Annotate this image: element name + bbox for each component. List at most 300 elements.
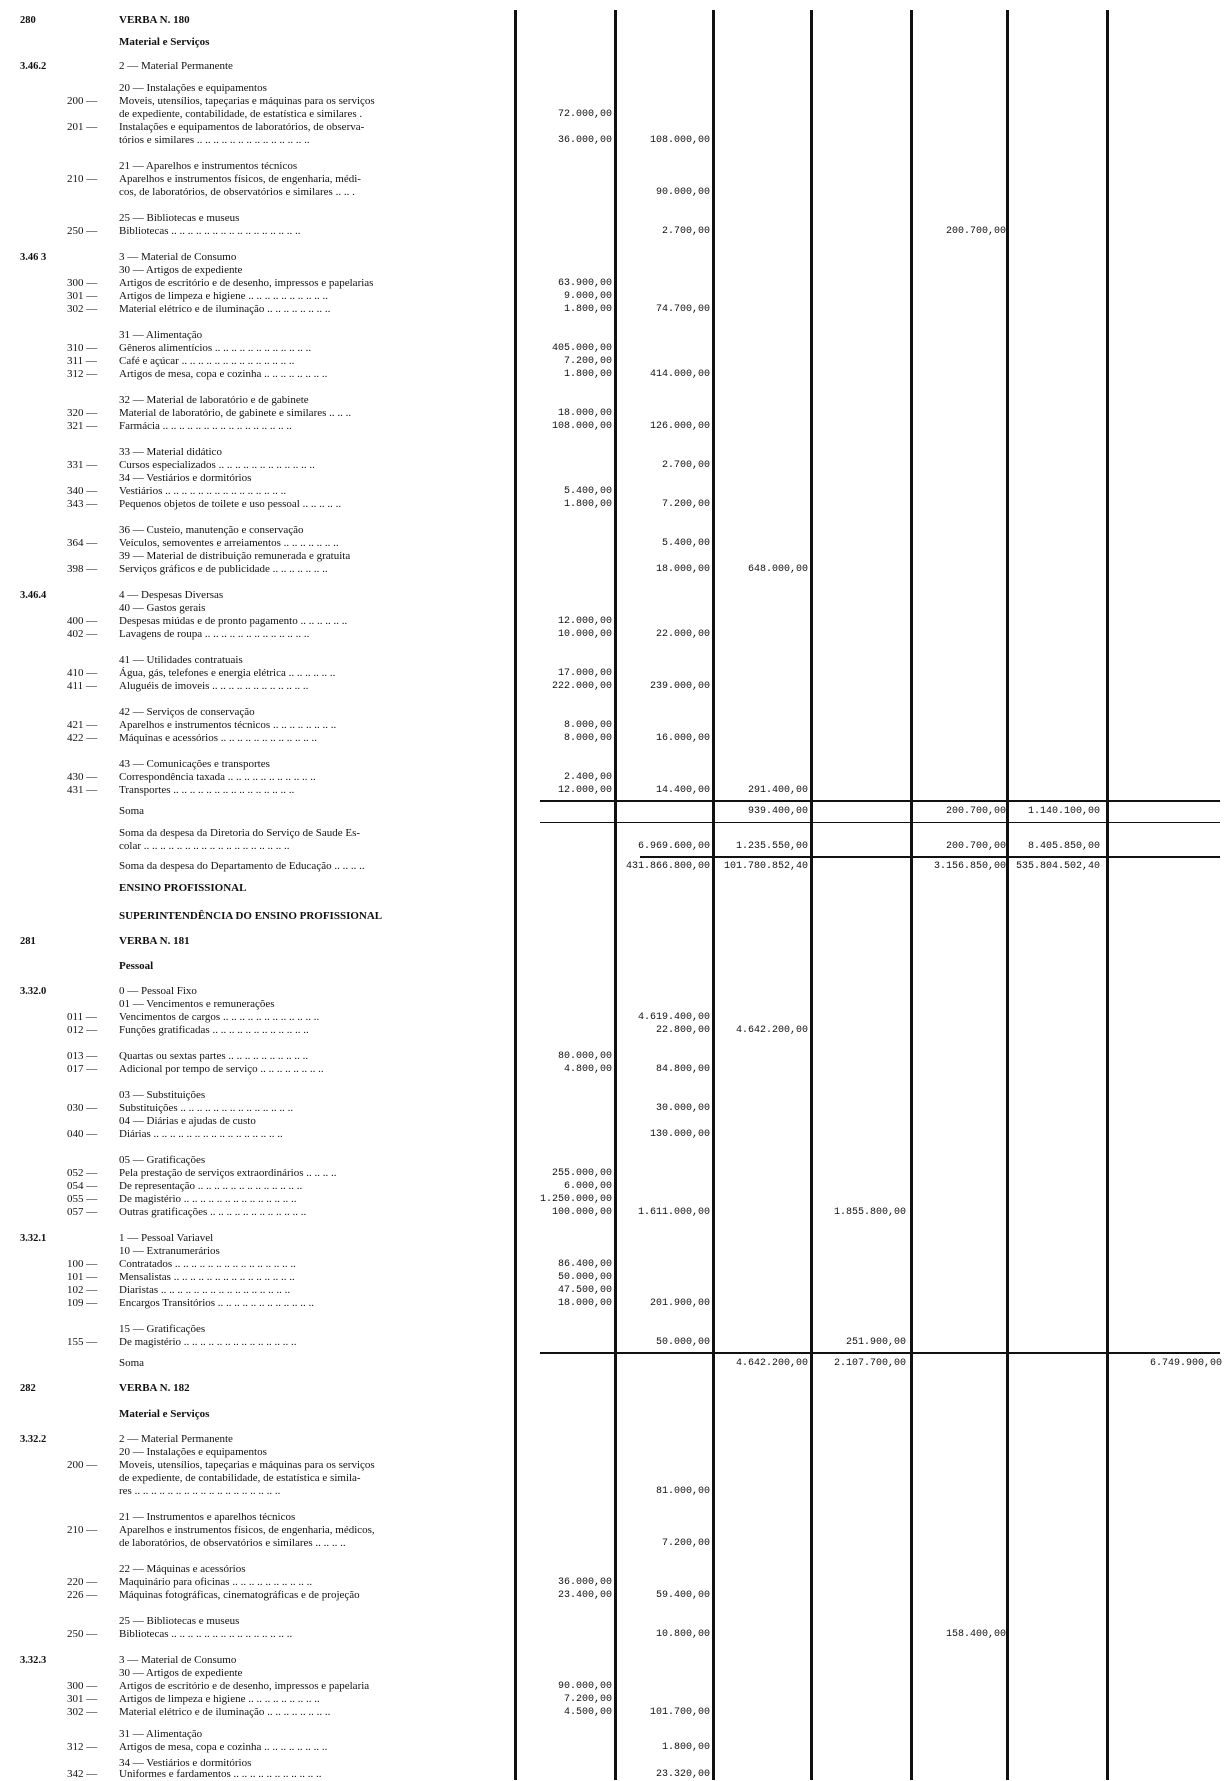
item-description: Moveis, utensílios, tapeçarias e máquinas para os serviços	[119, 95, 375, 107]
section-code: 3.46.2	[20, 61, 47, 72]
item-code: 364 —	[67, 537, 98, 549]
amount-c1: 5.400,00	[563, 486, 612, 497]
budget-line	[0, 1323, 1225, 1336]
amount-c1: 7.200,00	[563, 1694, 612, 1705]
item-description: 20 — Instalações e equipamentos	[119, 82, 267, 94]
budget-line	[0, 1063, 1225, 1076]
item-description: Uniformes e fardamentos .. .. .. .. .. .. .. .. .. .. ..	[119, 1768, 322, 1780]
item-description: 2 — Material Permanente	[119, 1433, 233, 1445]
section-code: 3.32.1	[20, 1233, 47, 1244]
item-description: VERBA N. 180	[119, 14, 190, 26]
item-description: Pela prestação de serviços extraordinários .. .. .. ..	[119, 1167, 337, 1179]
budget-line	[0, 212, 1225, 225]
item-description: Moveis, utensílios, tapeçarias e máquinas para os serviços	[119, 1459, 375, 1471]
budget-line	[0, 784, 1225, 797]
item-description: 33 — Material didático	[119, 446, 222, 458]
budget-line	[0, 805, 1225, 818]
item-code: 320 —	[67, 407, 98, 419]
amount-c4: 2.107.700,00	[833, 1358, 906, 1369]
budget-line	[0, 1024, 1225, 1037]
budget-line	[0, 1693, 1225, 1706]
item-code: 210 —	[67, 1524, 98, 1536]
section-code: 3.32.0	[20, 986, 47, 997]
amount-c2: 10.800,00	[655, 1629, 710, 1640]
item-description: Aparelhos e instrumentos técnicos .. .. .. .. .. .. .. ..	[119, 719, 337, 731]
amount-c1: 36.000,00	[557, 1577, 612, 1588]
amount-c3: 648.000,00	[747, 564, 808, 575]
budget-line	[0, 1524, 1225, 1537]
item-description: Artigos de mesa, copa e cozinha .. .. .. .. .. .. .. ..	[119, 368, 328, 380]
item-description: Mensalistas .. .. .. .. .. .. .. .. .. .. .. .. .. .. ..	[119, 1271, 295, 1283]
item-description: Vestiários .. .. .. .. .. .. .. .. .. .. .. .. .. .. ..	[119, 485, 287, 497]
item-description: Artigos de limpeza e higiene .. .. .. .. .. .. .. .. ..	[119, 1693, 320, 1705]
amount-c5: 200.700,00	[945, 841, 1006, 852]
amount-c2: 2.700,00	[661, 460, 710, 471]
amount-c1: 4.500,00	[563, 1707, 612, 1718]
amount-c7: 6.749.900,00	[1149, 1358, 1222, 1369]
item-code: 400 —	[67, 615, 98, 627]
amount-c2: 201.900,00	[649, 1298, 710, 1309]
item-description: 21 — Instrumentos e aparelhos técnicos	[119, 1511, 296, 1523]
amount-c1: 72.000,00	[557, 109, 612, 120]
item-code: 310 —	[67, 342, 98, 354]
item-code: 402 —	[67, 628, 98, 640]
item-description: 3 — Material de Consumo	[119, 1654, 237, 1666]
item-code: 342 —	[67, 1768, 98, 1780]
amount-c6: 1.140.100,00	[1027, 806, 1100, 817]
item-description: Instalações e equipamentos de laboratórios, de observa-	[119, 121, 365, 133]
item-code: 012 —	[67, 1024, 98, 1036]
item-description: Contratados .. .. .. .. .. .. .. .. .. .. .. .. .. .. ..	[119, 1258, 296, 1270]
item-code: 331 —	[67, 459, 98, 471]
item-description: Soma	[119, 805, 145, 817]
item-description: 2 — Material Permanente	[119, 60, 233, 72]
item-description: Funções gratificadas .. .. .. .. .. .. .. .. .. .. .. ..	[119, 1024, 309, 1036]
amount-c1: 222.000,00	[551, 681, 612, 692]
budget-line	[0, 1050, 1225, 1063]
item-description: De representação .. .. .. .. .. .. .. .. .. .. .. .. ..	[119, 1180, 303, 1192]
budget-line	[0, 998, 1225, 1011]
item-description: 21 — Aparelhos e instrumentos técnicos	[119, 160, 298, 172]
item-description: 43 — Comunicações e transportes	[119, 758, 270, 770]
item-description: 4 — Despesas Diversas	[119, 589, 224, 601]
budget-line	[0, 654, 1225, 667]
budget-line	[0, 1472, 1225, 1485]
item-description: 25 — Bibliotecas e museus	[119, 1615, 240, 1627]
item-code: 200 —	[67, 95, 98, 107]
item-code: 411 —	[67, 680, 97, 692]
item-description: Substituições .. .. .. .. .. .. .. .. .. .. .. .. .. ..	[119, 1102, 294, 1114]
item-description: Quartas ou sextas partes .. .. .. .. .. .. .. .. .. ..	[119, 1050, 309, 1062]
item-description: Aparelhos e instrumentos físicos, de engenharia, médi-	[119, 173, 361, 185]
budget-line	[0, 1485, 1225, 1498]
amount-c2: 84.800,00	[655, 1064, 710, 1075]
amount-c2: 50.000,00	[655, 1337, 710, 1348]
item-description: Diárias .. .. .. .. .. .. .. .. .. .. .. .. .. .. .. ..	[119, 1128, 283, 1140]
budget-line	[0, 160, 1225, 173]
item-description: Maquinário para oficinas .. .. .. .. .. .. .. .. .. ..	[119, 1576, 313, 1588]
budget-line	[0, 1336, 1225, 1349]
amount-c1: 7.200,00	[563, 356, 612, 367]
budget-line	[0, 60, 1225, 73]
amount-c2: 22.000,00	[655, 629, 710, 640]
budget-line	[0, 827, 1225, 840]
amount-c1: 255.000,00	[551, 1168, 612, 1179]
amount-c2: 59.400,00	[655, 1590, 710, 1601]
amount-c1: 1.800,00	[563, 369, 612, 380]
budget-line	[0, 935, 1225, 948]
amount-c3: 939.400,00	[747, 806, 808, 817]
budget-line	[0, 615, 1225, 628]
item-code: 200 —	[67, 1459, 98, 1471]
section-code: 3.46 3	[20, 252, 47, 263]
item-code: 302 —	[67, 1706, 98, 1718]
item-code: 101 —	[67, 1271, 98, 1283]
amount-c1: 63.900,00	[557, 278, 612, 289]
item-description: res .. .. .. .. .. .. .. .. .. .. .. .. .. .. .. .. .. ..	[119, 1485, 281, 1497]
item-description: Soma	[119, 1357, 145, 1369]
budget-line	[0, 1245, 1225, 1258]
item-code: 301 —	[67, 290, 98, 302]
amount-c2: 414.000,00	[649, 369, 710, 380]
item-description: 01 — Vencimentos e remunerações	[119, 998, 275, 1010]
budget-line	[0, 524, 1225, 537]
item-description: cos, de laboratórios, de observatórios e similares .. .. .	[119, 186, 355, 198]
item-description: VERBA N. 182	[119, 1382, 190, 1394]
budget-line	[0, 1284, 1225, 1297]
item-description: 04 — Diárias e ajudas de custo	[119, 1115, 256, 1127]
amount-c4: 1.855.800,00	[833, 1207, 906, 1218]
section-code: 282	[20, 1383, 36, 1394]
item-code: 311 —	[67, 355, 97, 367]
budget-line	[0, 342, 1225, 355]
item-description: Material e Serviços	[119, 36, 210, 48]
amount-c2: 16.000,00	[655, 733, 710, 744]
budget-line	[0, 186, 1225, 199]
item-description: 42 — Serviços de conservação	[119, 706, 255, 718]
item-description: Artigos de mesa, copa e cozinha .. .. .. .. .. .. .. ..	[119, 1741, 328, 1753]
amount-c1: 18.000,00	[557, 1298, 612, 1309]
budget-line	[0, 36, 1225, 49]
amount-c1: 90.000,00	[557, 1681, 612, 1692]
budget-line	[0, 1193, 1225, 1206]
budget-line	[0, 1537, 1225, 1550]
amount-c2: 18.000,00	[655, 564, 710, 575]
item-code: 155 —	[67, 1336, 98, 1348]
budget-line	[0, 1115, 1225, 1128]
section-code: 3.46.4	[20, 590, 47, 601]
amount-c1: 12.000,00	[557, 616, 612, 627]
amount-c1: 47.500,00	[557, 1285, 612, 1296]
item-description: 40 — Gastos gerais	[119, 602, 206, 614]
amount-c2: 7.200,00	[661, 499, 710, 510]
amount-c1: 17.000,00	[557, 668, 612, 679]
budget-line	[0, 882, 1225, 895]
budget-line	[0, 82, 1225, 95]
budget-line	[0, 1768, 1225, 1781]
budget-line	[0, 446, 1225, 459]
item-description: 15 — Gratificações	[119, 1323, 206, 1335]
item-description: Pessoal	[119, 960, 154, 972]
item-description: 34 — Vestiários e dormitórios	[119, 1757, 252, 1769]
amount-c2: 30.000,00	[655, 1103, 710, 1114]
budget-line	[0, 960, 1225, 973]
item-description: Artigos de escritório e de desenho, impressos e papelarias	[119, 277, 374, 289]
item-code: 100 —	[67, 1258, 98, 1270]
budget-line	[0, 121, 1225, 134]
amount-c3: 4.642.200,00	[735, 1025, 808, 1036]
amount-c2: 81.000,00	[655, 1486, 710, 1497]
item-description: Material elétrico e de iluminação .. .. .. .. .. .. .. ..	[119, 1706, 331, 1718]
item-code: 055 —	[67, 1193, 98, 1205]
item-description: Vencimentos de cargos .. .. .. .. .. .. .. .. .. .. .. ..	[119, 1011, 320, 1023]
amount-c3: 101.780.852,40	[723, 861, 808, 872]
amount-c1: 108.000,00	[551, 421, 612, 432]
item-code: 300 —	[67, 1680, 98, 1692]
item-description: 3 — Material de Consumo	[119, 251, 237, 263]
budget-line	[0, 1511, 1225, 1524]
item-code: 017 —	[67, 1063, 98, 1075]
amount-c5: 3.156.850,00	[933, 861, 1006, 872]
amount-c6: 535.804.502,40	[1015, 861, 1100, 872]
item-description: Aluguéis de imoveis .. .. .. .. .. .. .. .. .. .. .. ..	[119, 680, 309, 692]
amount-c3: 4.642.200,00	[735, 1358, 808, 1369]
item-code: 102 —	[67, 1284, 98, 1296]
item-description: 30 — Artigos de expediente	[119, 264, 243, 276]
amount-c3: 291.400,00	[747, 785, 808, 796]
amount-c1: 1.800,00	[563, 499, 612, 510]
item-code: 421 —	[67, 719, 98, 731]
budget-line	[0, 1628, 1225, 1641]
budget-line	[0, 1563, 1225, 1576]
budget-line	[0, 1206, 1225, 1219]
item-description: Veículos, semoventes e arreiamentos .. .. .. .. .. .. ..	[119, 537, 339, 549]
budget-line	[0, 758, 1225, 771]
budget-line	[0, 1576, 1225, 1589]
amount-c2: 1.611.000,00	[637, 1207, 710, 1218]
item-description: Aparelhos e instrumentos físicos, de engenharia, médicos,	[119, 1524, 375, 1536]
amount-c2: 126.000,00	[649, 421, 710, 432]
item-code: 250 —	[67, 1628, 98, 1640]
budget-line	[0, 472, 1225, 485]
amount-c2: 130.000,00	[649, 1129, 710, 1140]
amount-c1: 1.800,00	[563, 304, 612, 315]
budget-line	[0, 1258, 1225, 1271]
budget-line	[0, 1728, 1225, 1741]
budget-line	[0, 1654, 1225, 1667]
item-description: Correspondência taxada .. .. .. .. .. .. .. .. .. .. ..	[119, 771, 316, 783]
budget-line	[0, 1408, 1225, 1421]
amount-c1: 4.800,00	[563, 1064, 612, 1075]
amount-c3: 1.235.550,00	[735, 841, 808, 852]
budget-line	[0, 407, 1225, 420]
item-code: 109 —	[67, 1297, 98, 1309]
budget-line	[0, 1741, 1225, 1754]
item-description: Bibliotecas .. .. .. .. .. .. .. .. .. .. .. .. .. .. ..	[119, 1628, 293, 1640]
budget-line	[0, 1102, 1225, 1115]
item-code: 030 —	[67, 1102, 98, 1114]
amount-c1: 8.000,00	[563, 733, 612, 744]
item-description: Artigos de limpeza e higiene .. .. .. .. .. .. .. .. .. ..	[119, 290, 328, 302]
item-code: 011 —	[67, 1011, 97, 1023]
budget-line	[0, 1297, 1225, 1310]
budget-line	[0, 1154, 1225, 1167]
item-description: 05 — Gratificações	[119, 1154, 206, 1166]
item-code: 340 —	[67, 485, 98, 497]
budget-line	[0, 1459, 1225, 1472]
item-description: Material e Serviços	[119, 1408, 210, 1420]
budget-line	[0, 14, 1225, 27]
item-code: 052 —	[67, 1167, 98, 1179]
item-code: 302 —	[67, 303, 98, 315]
item-description: Café e açúcar .. .. .. .. .. .. .. .. .. .. .. .. .. ..	[119, 355, 295, 367]
section-code: 281	[20, 936, 36, 947]
budget-line	[0, 680, 1225, 693]
amount-c1: 80.000,00	[557, 1051, 612, 1062]
budget-line	[0, 1706, 1225, 1719]
budget-line	[0, 840, 1225, 853]
item-description: 41 — Utilidades contratuais	[119, 654, 243, 666]
item-description: 30 — Artigos de expediente	[119, 1667, 243, 1679]
item-description: Serviços gráficos e de publicidade .. .. .. .. .. .. ..	[119, 563, 328, 575]
item-code: 300 —	[67, 277, 98, 289]
budget-line	[0, 277, 1225, 290]
budget-line	[0, 108, 1225, 121]
item-code: 057 —	[67, 1206, 98, 1218]
item-code: 410 —	[67, 667, 98, 679]
budget-line	[0, 394, 1225, 407]
amount-c2: 23.320,00	[655, 1769, 710, 1780]
item-description: Máquinas fotográficas, cinematográficas e de projeção	[119, 1589, 360, 1601]
amount-c1: 1.250.000,00	[539, 1194, 612, 1205]
item-description: Encargos Transitórios .. .. .. .. .. .. .. .. .. .. .. ..	[119, 1297, 315, 1309]
item-code: 013 —	[67, 1050, 98, 1062]
budget-line	[0, 290, 1225, 303]
item-description: Artigos de escritório e de desenho, impressos e papelaria	[119, 1680, 370, 1692]
item-description: De magistério .. .. .. .. .. .. .. .. .. .. .. .. .. ..	[119, 1193, 297, 1205]
budget-line	[0, 1357, 1225, 1370]
budget-line	[0, 1680, 1225, 1693]
budget-line	[0, 1667, 1225, 1680]
item-description: tórios e similares .. .. .. .. .. .. .. .. .. .. .. .. .. ..	[119, 134, 310, 146]
amount-c1: 86.400,00	[557, 1259, 612, 1270]
item-code: 312 —	[67, 1741, 98, 1753]
item-description: de laboratórios, de observatórios e similares .. .. .. ..	[119, 1537, 346, 1549]
amount-c1: 12.000,00	[557, 785, 612, 796]
item-description: VERBA N. 181	[119, 935, 190, 947]
budget-line	[0, 771, 1225, 784]
budget-line	[0, 173, 1225, 186]
item-description: Soma da despesa da Diretoria do Serviço de Saude Es-	[119, 827, 361, 839]
budget-line	[0, 134, 1225, 147]
item-code: 398 —	[67, 563, 98, 575]
amount-c2: 22.800,00	[655, 1025, 710, 1036]
item-code: 220 —	[67, 1576, 98, 1588]
item-code: 321 —	[67, 420, 98, 432]
budget-line	[0, 860, 1225, 873]
item-code: 343 —	[67, 498, 98, 510]
item-description: ENSINO PROFISSIONAL	[119, 882, 247, 894]
item-description: Soma da despesa do Departamento de Educação .. .. .. ..	[119, 860, 365, 872]
amount-c1: 100.000,00	[551, 1207, 612, 1218]
budget-line	[0, 303, 1225, 316]
budget-line	[0, 1232, 1225, 1245]
amount-c5: 200.700,00	[945, 806, 1006, 817]
item-description: Outras gratificações .. .. .. .. .. .. .. .. .. .. .. ..	[119, 1206, 307, 1218]
item-description: 34 — Vestiários e dormitórios	[119, 472, 252, 484]
item-code: 430 —	[67, 771, 98, 783]
item-description: colar .. .. .. .. .. .. .. .. .. .. .. .. .. .. .. .. .. ..	[119, 840, 290, 852]
item-code: 301 —	[67, 1693, 98, 1705]
budget-line	[0, 95, 1225, 108]
budget-line	[0, 355, 1225, 368]
budget-line	[0, 985, 1225, 998]
budget-line	[0, 910, 1225, 923]
item-description: Diaristas .. .. .. .. .. .. .. .. .. .. .. .. .. .. .. ..	[119, 1284, 291, 1296]
item-description: Lavagens de roupa .. .. .. .. .. .. .. .. .. .. .. .. ..	[119, 628, 310, 640]
budget-line	[0, 1271, 1225, 1284]
amount-c2: 4.619.400,00	[637, 1012, 710, 1023]
budget-line	[0, 628, 1225, 641]
item-description: 25 — Bibliotecas e museus	[119, 212, 240, 224]
budget-line	[0, 667, 1225, 680]
item-code: 054 —	[67, 1180, 98, 1192]
amount-c2: 5.400,00	[661, 538, 710, 549]
amount-c1: 10.000,00	[557, 629, 612, 640]
amount-c1: 8.000,00	[563, 720, 612, 731]
budget-line	[0, 602, 1225, 615]
amount-c1: 9.000,00	[563, 291, 612, 302]
budget-line	[0, 1446, 1225, 1459]
item-description: Transportes .. .. .. .. .. .. .. .. .. .. .. .. .. .. ..	[119, 784, 295, 796]
item-description: 36 — Custeio, manutenção e conservação	[119, 524, 304, 536]
item-description: Despesas miúdas e de pronto pagamento .. .. .. .. .. ..	[119, 615, 348, 627]
amount-c1: 405.000,00	[551, 343, 612, 354]
item-description: Cursos especializados .. .. .. .. .. .. .. .. .. .. .. ..	[119, 459, 315, 471]
amount-c2: 239.000,00	[649, 681, 710, 692]
budget-line	[0, 251, 1225, 264]
amount-c6: 8.405.850,00	[1027, 841, 1100, 852]
amount-c4: 251.900,00	[845, 1337, 906, 1348]
budget-line	[0, 1128, 1225, 1141]
budget-line	[0, 459, 1225, 472]
item-description: SUPERINTENDÊNCIA DO ENSINO PROFISSIONAL	[119, 910, 383, 922]
item-code: 210 —	[67, 173, 98, 185]
item-description: Bibliotecas .. .. .. .. .. .. .. .. .. .. .. .. .. .. .. ..	[119, 225, 301, 237]
amount-c2: 90.000,00	[655, 187, 710, 198]
amount-c2: 2.700,00	[661, 226, 710, 237]
item-description: Máquinas e acessórios .. .. .. .. .. .. .. .. .. .. .. ..	[119, 732, 317, 744]
budget-line	[0, 550, 1225, 563]
budget-line	[0, 563, 1225, 576]
budget-line	[0, 264, 1225, 277]
item-description: De magistério .. .. .. .. .. .. .. .. .. .. .. .. .. ..	[119, 1336, 297, 1348]
budget-line	[0, 537, 1225, 550]
item-code: 431 —	[67, 784, 98, 796]
section-code: 280	[20, 15, 36, 26]
amount-c2: 108.000,00	[649, 135, 710, 146]
item-description: 31 — Alimentação	[119, 1728, 203, 1740]
budget-line	[0, 706, 1225, 719]
amount-c2: 14.400,00	[655, 785, 710, 796]
item-description: 03 — Substituições	[119, 1089, 206, 1101]
budget-line	[0, 1615, 1225, 1628]
item-description: Adicional por tempo de serviço .. .. .. .. .. .. .. ..	[119, 1063, 324, 1075]
item-description: 20 — Instalações e equipamentos	[119, 1446, 267, 1458]
budget-line	[0, 368, 1225, 381]
item-description: Gêneros alimentícios .. .. .. .. .. .. .. .. .. .. .. ..	[119, 342, 312, 354]
item-description: Pequenos objetos de toilete e uso pessoal .. .. .. .. ..	[119, 498, 342, 510]
